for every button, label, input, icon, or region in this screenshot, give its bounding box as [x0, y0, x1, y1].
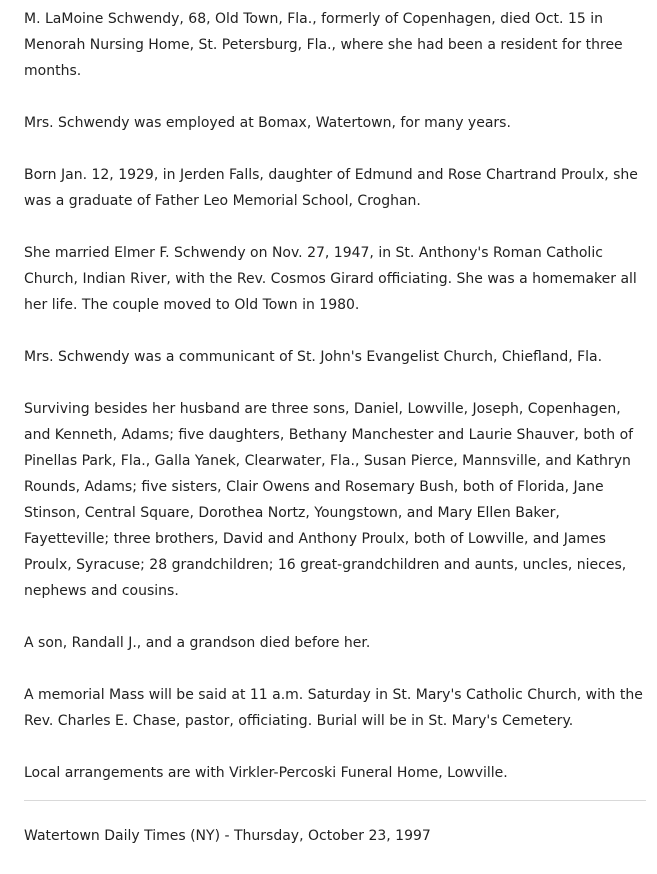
paragraph-marriage: She married Elmer F. Schwendy on Nov. 27, 1947, in St. Anthony's Roman Catholic Church, Indian River, with the Rev. Cosmos Girard officiating. She was a homemaker all her life. The couple moved to Old Town in 1980.	[24, 245, 637, 313]
paragraph-memorial-mass: A memorial Mass will be said at 11 a.m. Saturday in St. Mary's Catholic Church, with the Rev. Charles E. Chase, pastor, officiating. Burial will be in St. Mary's Cemetery.	[24, 687, 643, 729]
paragraph-birth: Born Jan. 12, 1929, in Jerden Falls, daughter of Edmund and Rose Chartrand Proulx, she was a graduate of Father Leo Memorial School, Croghan.	[24, 167, 638, 209]
article-body	[24, 6, 646, 786]
paragraph-employment: Mrs. Schwendy was employed at Bomax, Watertown, for many years.	[24, 115, 511, 131]
paragraph-church: Mrs. Schwendy was a communicant of St. John's Evangelist Church, Chiefland, Fla.	[24, 349, 603, 365]
paragraph-survivors: Surviving besides her husband are three sons, Daniel, Lowville, Joseph, Copenhagen, and Kenneth, Adams; five daughters, Bethany Manchester and Laurie Shauver, both of Pinellas Park, Fla., Galla Yanek, Clearwater, Fla., Susan Pierce, Mannsville, and Kathryn Rounds, Adams; five sisters, Clair Owens and Rosemary Bush, both of Florida, Jane Stinson, Central Square, Dorothea Nortz, Youngstown, and Mary Ellen Baker, Fayetteville; three brothers, David and Anthony Proulx, both of Lowville, and James Proulx, Syracuse; 28 grandchildren; 16 great-grandchildren and aunts, uncles, nieces, nephews and cousins.	[24, 401, 634, 599]
paragraph-death-notice: M. LaMoine Schwendy, 68, Old Town, Fla., formerly of Copenhagen, died Oct. 15 in Menorah Nursing Home, St. Petersburg, Fla., where she had been a resident for three months.	[24, 11, 623, 79]
source-citation: Watertown Daily Times (NY) - Thursday, October 23, 1997	[24, 828, 431, 844]
paragraph-arrangements: Local arrangements are with Virkler-Percoski Funeral Home, Lowville.	[24, 765, 508, 781]
paragraph-predeceased: A son, Randall J., and a grandson died before her.	[24, 635, 371, 651]
footer-divider	[24, 800, 646, 801]
